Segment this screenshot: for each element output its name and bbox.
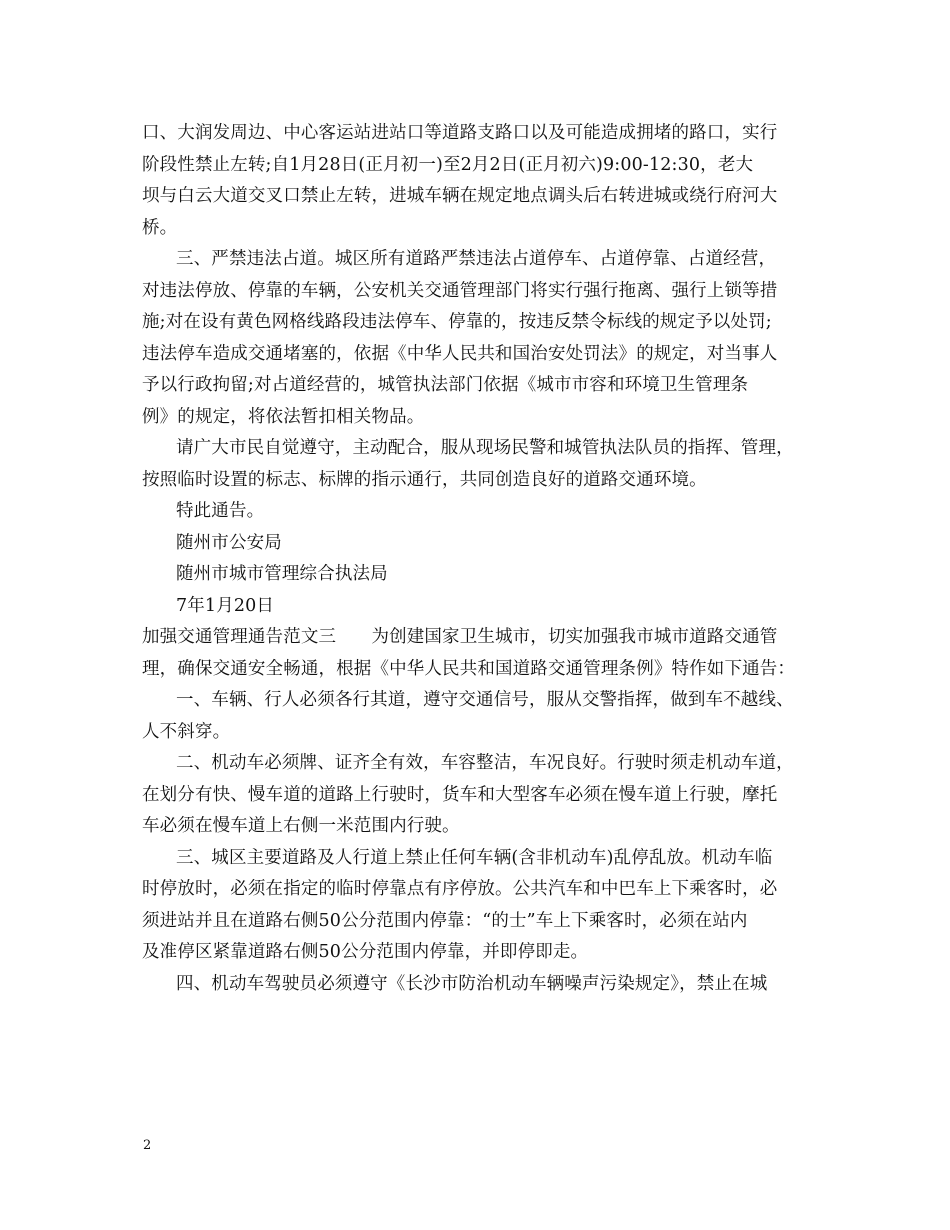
text-line: 施;对在设有黄色网格线路段违法停车、停靠的，按违反禁令标线的规定予以处罚; — [142, 312, 772, 332]
text-line: 予以行政拘留;对占道经营的，城管执法部门依据《城市市容和环境卫生管理条 — [142, 375, 749, 395]
text-line: 须进站并且在道路右侧50公分范围内停靠：“的士”车上下乘客时，必须在站内 — [142, 910, 748, 931]
text-line: 理，确保交通安全畅通，根据《中华人民共和国道路交通管理条例》特作如下通告： — [142, 658, 796, 679]
text-line: 在划分有快、慢车道的道路上行驶时，货车和大型客车必须在慢车道上行驶，摩托 — [142, 784, 778, 805]
text-line: 例》的规定，将依法暂扣相关物品。 — [142, 406, 425, 427]
text-line: 加强交通管理通告范文三 为创建国家卫生城市，切实加强我市城市道路交通管 — [142, 627, 778, 647]
text-line: 三、严禁违法占道。城区所有道路严禁违法占道停车、占道停靠、占道经营， — [176, 249, 777, 269]
text-line: 特此通告。 — [176, 501, 265, 521]
text-line: 三、城区主要道路及人行道上禁止任何车辆(含非机动车)乱停乱放。机动车临 — [176, 847, 773, 868]
text-line: 对违法停放、停靠的车辆，公安机关交通管理部门将实行强行拖离、强行上锁等措 — [142, 280, 778, 301]
text-line: 四、机动车驾驶员必须遵守《长沙市防治机动车辆噪声污染规定》，禁止在城 — [176, 973, 768, 994]
text-line: 随州市公安局 — [176, 532, 282, 553]
text-line: 坝与白云大道交叉口禁止左转，进城车辆在规定地点调头后右转进城或绕行府河大 — [142, 186, 778, 206]
text-line: 一、车辆、行人必须各行其道，遵守交通信号，服从交警指挥，做到车不越线、 — [176, 690, 794, 710]
text-line: 及准停区紧靠道路右侧50公分范围内停靠，并即停即走。 — [142, 942, 589, 962]
text-line: 按照临时设置的标志、标牌的指示通行，共同创造良好的道路交通环境。 — [142, 469, 707, 490]
page-number: 2 — [143, 1138, 152, 1153]
text-line: 车必须在慢车道上右侧一米范围内行驶。 — [142, 816, 460, 836]
text-line: 请广大市民自觉遵守，主动配合，服从现场民警和城管执法队员的指挥、管理， — [176, 438, 794, 458]
text-line: 7年1月20日 — [176, 595, 275, 616]
text-line: 桥。 — [142, 217, 178, 238]
text-line: 随州市城市管理综合执法局 — [176, 564, 388, 584]
text-line: 阶段性禁止左转;自1月28日(正月初一)至2月2日(正月初六)9:00-12:30，老大 — [142, 154, 754, 175]
text-line: 二、机动车必须牌、证齐全有效，车容整洁，车况良好。行驶时须走机动车道， — [176, 753, 794, 773]
document-body — [142, 118, 832, 1000]
text-line: 时停放时，必须在指定的临时停靠点有序停放。公共汽车和中巴车上下乘客时，必 — [142, 879, 778, 899]
text-line: 人不斜穿。 — [142, 721, 231, 742]
text-line: 口、大润发周边、中心客运站进站口等道路支路口以及可能造成拥堵的路口，实行 — [142, 123, 778, 143]
text-line: 违法停车造成交通堵塞的，依据《中华人民共和国治安处罚法》的规定，对当事人 — [142, 343, 778, 364]
